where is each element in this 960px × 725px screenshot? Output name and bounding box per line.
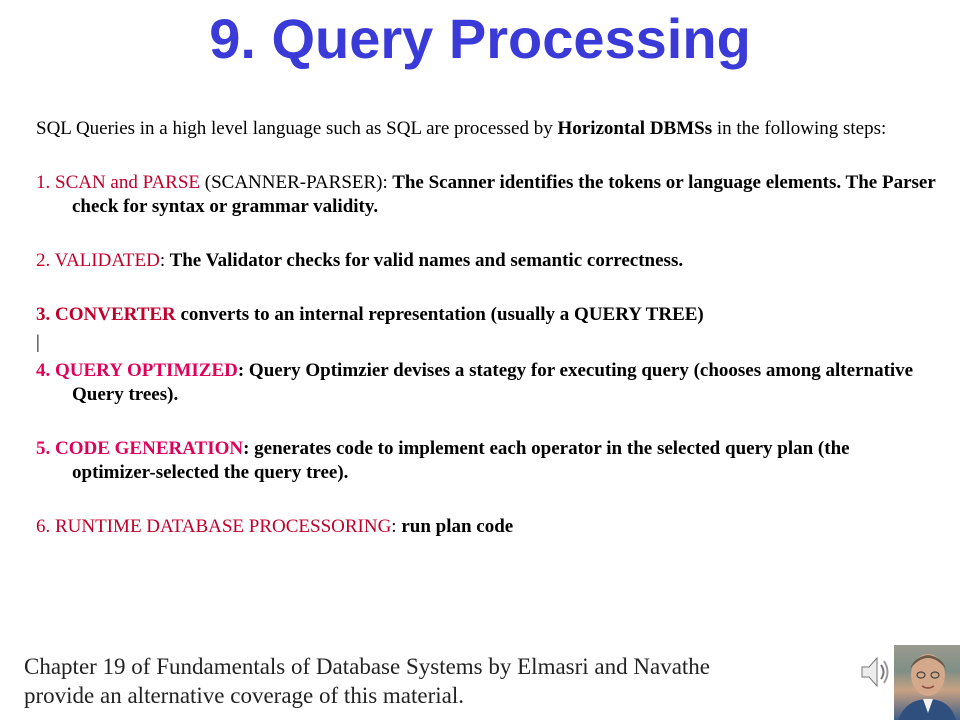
step-4: [36, 359, 936, 407]
slide-title: 9. Query Processing: [209, 7, 751, 70]
step-desc: The Validator checks for valid names and semantic correctness.: [165, 250, 684, 271]
step-1: [36, 171, 936, 219]
step-number: 6.: [36, 516, 51, 537]
intro-text: SQL Queries in a high level language such as SQL are processed by: [36, 118, 558, 139]
footer-note: [24, 652, 710, 710]
step-number: 2.: [36, 250, 51, 271]
step-plain: :: [159, 250, 166, 271]
step-5: [36, 437, 936, 485]
step-name: CONVERTER: [55, 304, 176, 325]
presenter-photo: [894, 645, 960, 720]
step-name: VALIDATED: [54, 250, 160, 271]
step-plain: :: [237, 360, 245, 381]
step-2: [36, 249, 936, 273]
step-desc: generates code to implement each operator in the selected query plan (the optimizer-selected the query tree).: [72, 438, 850, 483]
step-number: 5.: [36, 438, 51, 459]
intro-text-after: in the following steps:: [712, 118, 887, 139]
step-number: 3.: [36, 304, 51, 325]
step-name: CODE GENERATION: [55, 438, 244, 459]
step-plain: :: [243, 438, 250, 459]
footer-line-2: provide an alternative coverage of this material.: [24, 683, 464, 708]
step-number: 4.: [36, 360, 51, 381]
step-desc: The Scanner identifies the tokens or language elements. The Parser check for syntax or grammar validity.: [72, 172, 936, 217]
intro-bold: Horizontal DBMSs: [557, 118, 713, 139]
intro-paragraph: [36, 117, 936, 141]
step-name: QUERY OPTIMIZED: [55, 360, 238, 381]
step-desc: converts to an internal representation (usually a QUERY TREE): [175, 304, 704, 325]
footer-line-1: Chapter 19 of Fundamentals of Database Systems by Elmasri and Navathe: [24, 654, 711, 679]
step-number: 1.: [36, 172, 51, 193]
step-6: [36, 515, 936, 539]
step-name: RUNTIME DATABASE PROCESSORING: [55, 516, 392, 537]
step-3: [36, 303, 936, 327]
step-plain: :: [391, 516, 397, 537]
slide-body: [36, 117, 936, 539]
step-plain: (SCANNER-PARSER):: [200, 172, 388, 193]
step-name: SCAN and PARSE: [55, 172, 201, 193]
step-desc: Query Optimzier devises a stategy for executing query (chooses among alternative Query trees).: [72, 360, 914, 405]
speaker-icon[interactable]: [860, 652, 890, 692]
step-desc: run plan code: [396, 516, 514, 537]
separator: |: [36, 332, 40, 353]
